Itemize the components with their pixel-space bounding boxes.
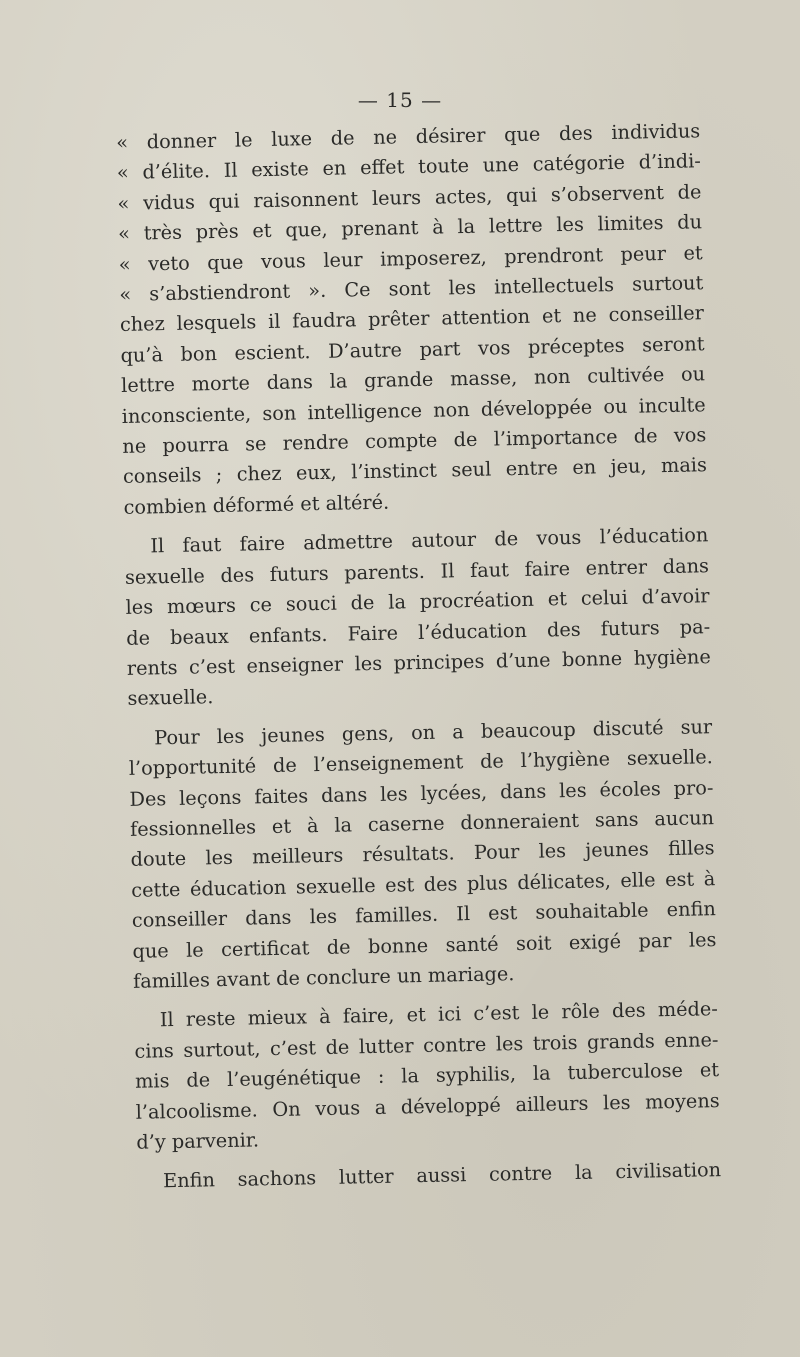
text-line: l’opportunité de l’enseignement de l’hygiène sexuelle. — [128, 745, 713, 780]
body-text — [116, 116, 721, 1197]
text-line: combien déformé et altéré. — [123, 490, 390, 519]
text-line: fessionnelles et à la caserne donneraient sans aucun — [129, 806, 715, 841]
text-line: « d’élite. Il existe en effet toute une catégorie d’indi- — [116, 149, 702, 185]
text-line: les mœurs ce souci de la procréation et celui d’avoir — [125, 584, 710, 619]
paragraph-2 — [124, 520, 712, 714]
text-line: conseils ; chez eux, l’instinct seul entre en jeu, mais — [122, 453, 708, 489]
paragraph-4 — [134, 994, 721, 1158]
paragraph-3 — [128, 712, 717, 997]
text-line: inconsciente, son intelligence non développée ou inculte — [121, 392, 706, 428]
text-line: conseiller dans les familles. Il est souhaitable enfin — [131, 897, 717, 932]
text-line: Il reste mieux à faire, et ici c’est le rôle des méde- — [159, 997, 719, 1032]
text-line: d’y parvenir. — [136, 1128, 260, 1154]
text-line: l’alcoolisme. On vous a développé ailleurs les moyens — [135, 1088, 720, 1124]
text-line: de beaux enfants. Faire l’éducation des futurs pa- — [126, 614, 711, 650]
text-line: mis de l’eugénétique : la syphilis, la tuberculose et — [134, 1058, 720, 1093]
text-line: Enfin sachons lutter aussi contre la civilisation — [162, 1158, 722, 1193]
text-line: sexuelle. — [127, 685, 214, 711]
text-line: Des leçons faites dans les lycées, dans les écoles pro- — [129, 775, 714, 811]
text-line: « très près et que, prenant à la lettre les limites du — [117, 210, 703, 246]
paragraph-1 — [116, 116, 708, 523]
text-line: « s’abstiendront ». Ce sont les intellectuels surtout — [119, 271, 704, 306]
text-line: « veto que vous leur imposerez, prendront peur et — [118, 240, 703, 276]
text-line: lettre morte dans la grande masse, non cultivée ou — [120, 362, 706, 398]
text-line: sexuelle des futurs parents. Il faut faire entrer dans — [124, 553, 710, 589]
text-line: familles avant de conclure un mariage. — [132, 962, 515, 993]
text-line: chez lesquels il faudra prêter attention et ne conseiller — [119, 301, 705, 337]
page-number: — 15 — — [357, 88, 443, 112]
text-line: « vidus qui raisonnent leurs actes, qui s’observent de — [117, 180, 702, 215]
text-line: que le certificat de bonne santé soit exigé par les — [132, 927, 717, 963]
text-line: rents c’est enseigner les principes d’une bonne hygiène — [126, 645, 711, 680]
text-line: ne pourra se rendre compte de l’importance de vos — [122, 423, 707, 458]
text-line: qu’à bon escient. D’autre part vos préceptes seront — [120, 332, 705, 367]
paragraph-5 — [137, 1155, 721, 1197]
text-line: Il faut faire admettre autour de vous l’éducation — [150, 523, 709, 558]
text-line: doute les meilleurs résultats. Pour les jeunes filles — [130, 836, 715, 872]
text-line: cins surtout, c’est de lutter contre les trois grands enne- — [134, 1027, 719, 1063]
text-line: « donner le luxe de ne désirer que des individus — [116, 119, 701, 154]
text-line: cette éducation sexuelle est des plus délicates, elle est à — [131, 866, 716, 902]
text-line: Pour les jeunes gens, on a beaucoup discuté sur — [154, 714, 713, 750]
